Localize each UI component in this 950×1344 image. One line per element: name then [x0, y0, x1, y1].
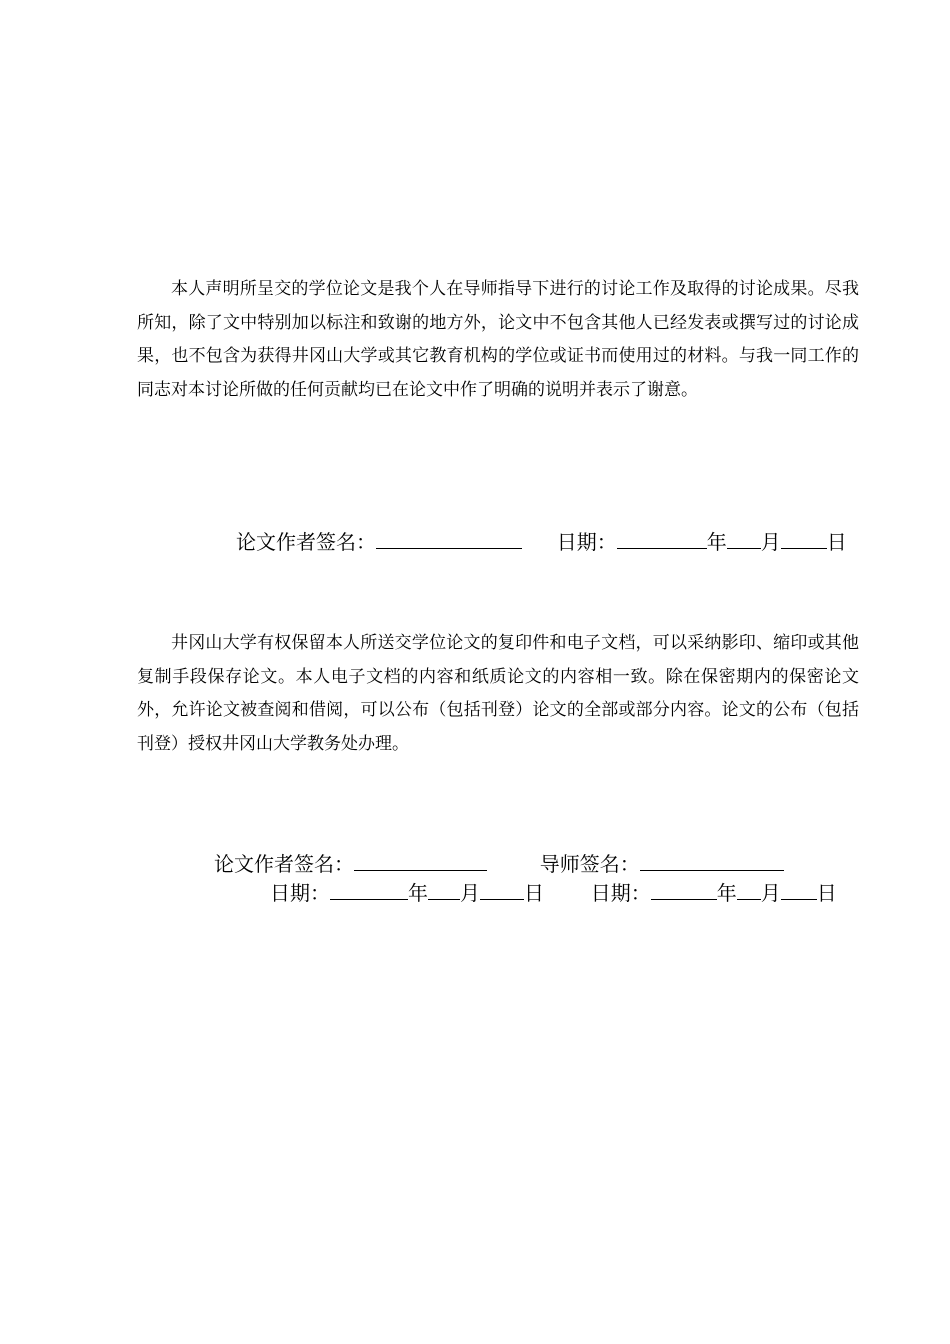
supervisor-month-field[interactable] — [737, 879, 761, 900]
author-signature-label: 论文作者签名： — [236, 530, 376, 554]
day-label: 日 — [826, 530, 847, 554]
author-month-field[interactable] — [428, 879, 460, 900]
year-field[interactable] — [617, 528, 707, 549]
author-signature-label: 论文作者签名： — [214, 852, 354, 876]
supervisor-day-field[interactable] — [781, 879, 817, 900]
year-label: 年 — [716, 881, 737, 905]
day-label: 日 — [524, 881, 544, 905]
date-label: 日期： — [556, 530, 617, 554]
day-field[interactable] — [781, 528, 827, 549]
month-label: 月 — [460, 881, 480, 905]
month-field[interactable] — [727, 528, 761, 549]
authorization-statement-text: 井冈山大学有权保留本人所送交学位论文的复印件和电子文档，可以采纳影印、缩印或其他复制手段保存论文。本人电子文档的内容和纸质论文的内容相一致。除在保密期内的保密论文外，允许论文被查阅和借阅，可以公布（包括刊登）论文的全部或部分内容。论文的公布（包括刊登）授权井冈山大学教务处办理。 — [137, 633, 859, 754]
supervisor-signature-field[interactable] — [640, 850, 784, 871]
month-label: 月 — [760, 881, 781, 905]
authorization-signature-line — [214, 850, 784, 878]
author-date-label: 日期： — [270, 881, 330, 905]
declaration-signature-line — [236, 528, 847, 556]
month-label: 月 — [760, 530, 781, 554]
author-day-field[interactable] — [480, 879, 524, 900]
year-label: 年 — [408, 881, 428, 905]
authorization-date-line — [270, 879, 837, 907]
author-signature-field[interactable] — [376, 528, 522, 549]
originality-declaration-text: 本人声明所呈交的学位论文是我个人在导师指导下进行的讨论工作及取得的讨论成果。尽我所知，除了文中特别加以标注和致谢的地方外，论文中不包含其他人已经发表或撰写过的讨论成果，也不包含为获得井冈山大学或其它教育机构的学位或证书而使用过的材料。与我一同工作的同志对本讨论所做的任何贡献均已在论文中作了明确的说明并表示了谢意。 — [137, 279, 859, 400]
author-signature-field[interactable] — [354, 850, 487, 871]
supervisor-date-label: 日期： — [590, 881, 651, 905]
year-label: 年 — [706, 530, 727, 554]
supervisor-year-field[interactable] — [651, 879, 717, 900]
day-label: 日 — [816, 881, 837, 905]
author-year-field[interactable] — [330, 879, 408, 900]
supervisor-signature-label: 导师签名： — [539, 852, 640, 876]
